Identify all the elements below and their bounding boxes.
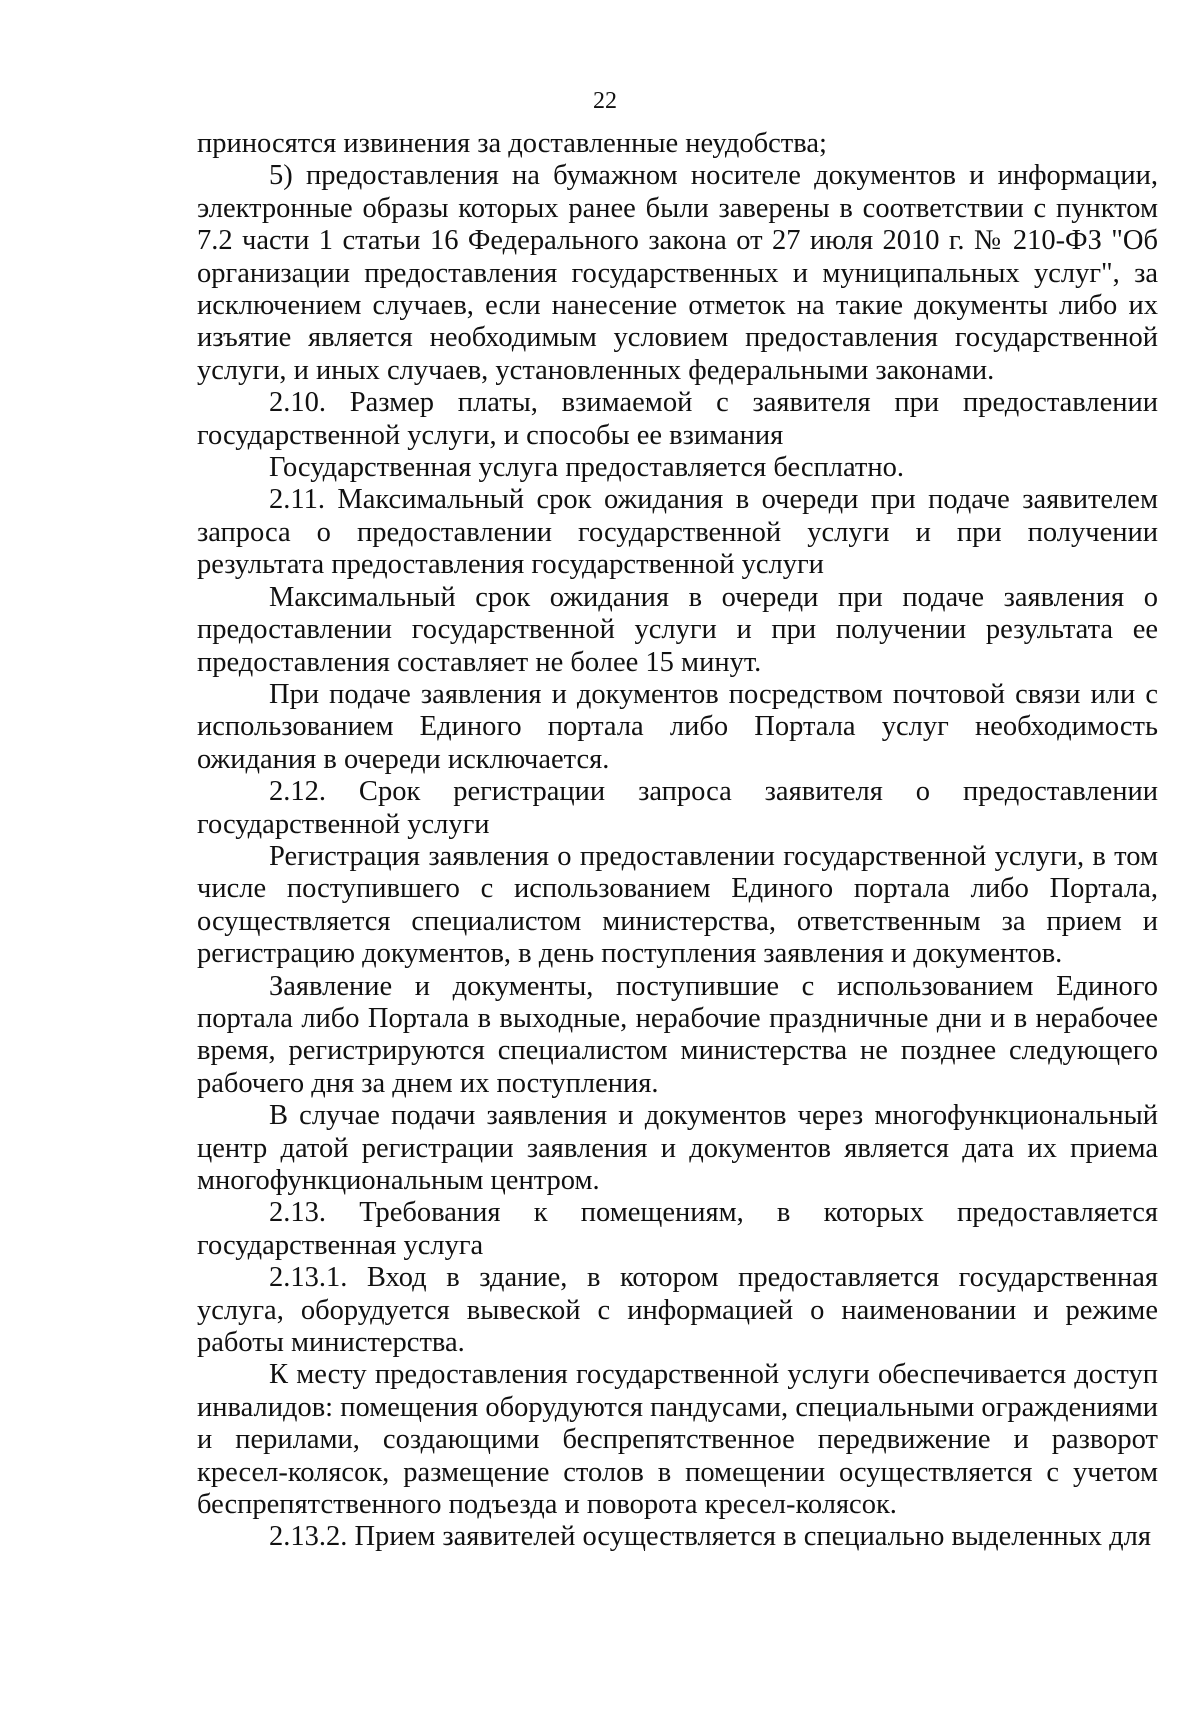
section-heading-2-13: 2.13. Требования к помещениям, в которых предоставляется государственная услуга <box>197 1197 1158 1261</box>
paragraph-item-5-paper-documents: 5) предоставления на бумажном носителе документов и информации, электронные образы которых ранее были заверены в соответствии с пунктом 7.2 части 1 статьи 16 Федерального закона от 27 июля 2010 г. № 210-ФЗ "Об организации предоставления государственных и муниципальных услуг", за исключением случаев, если нанесение отметок на такие документы либо их изъятие является необходимым условием предоставления государственной услуги, и иных случаев, установленных федеральными законами. <box>197 160 1158 386</box>
paragraph-max-waiting-time: Максимальный срок ожидания в очереди при подаче заявления о предоставлении государственной услуги и при получении результата ее предоставления составляет не более 15 минут. <box>197 581 1158 678</box>
paragraph-apology-continuation: приносятся извинения за доставленные неудобства; <box>197 128 827 159</box>
paragraph-registration-mfc: В случае подачи заявления и документов через многофункциональный центр датой регистрации заявления и документов является дата их приема многофункциональным центром. <box>197 1100 1158 1196</box>
paragraph-registration-holidays: Заявление и документы, поступившие с использованием Единого портала либо Портала в выходные, нерабочие праздничные дни и в нерабочее время, регистрируются специалистом министерства не позднее следующего рабочего дня за днем их поступления. <box>197 970 1158 1099</box>
section-heading-2-10: 2.10. Размер платы, взимаемой с заявителя при предоставлении государственной услуги, и способы ее взимания <box>197 387 1158 451</box>
paragraph-disabled-access: К месту предоставления государственной услуги обеспечивается доступ инвалидов: помещения оборудуются пандусами, специальными ограждениями и перилами, создающими беспрепятственное передвижение и разворот кресел-колясок, размещение столов в помещении осуществляется с учетом беспрепятственного подъезда и поворота кресел-колясок. <box>197 1359 1158 1521</box>
section-heading-2-12: 2.12. Срок регистрации запроса заявителя о предоставлении государственной услуги <box>197 776 1158 840</box>
paragraph-free-of-charge: Государственная услуга предоставляется бесплатно. <box>269 452 905 484</box>
paragraph-registration: Регистрация заявления о предоставлении государственной услуги, в том числе поступившего с использованием Единого портала либо Портала, осуществляется специалистом министерства, ответственным за прием и регистрацию документов, в день поступления заявления и документов. <box>197 840 1158 970</box>
paragraph-2-13-2-reception: 2.13.2. Прием заявителей осуществляется в специально выделенных для <box>269 1521 1151 1553</box>
section-heading-2-11: 2.11. Максимальный срок ожидания в очереди при подаче заявителем запроса о предоставлении государственной услуги и при получении результата предоставления государственной услуги <box>197 484 1158 581</box>
document-body <box>197 128 1158 1554</box>
paragraph-2-13-1-entrance: 2.13.1. Вход в здание, в котором предоставляется государственная услуга, оборудуется вывеской с информацией о наименовании и режиме работы министерства. <box>197 1262 1158 1359</box>
paragraph-no-queue-postal: При подаче заявления и документов посредством почтовой связи или с использованием Единого портала либо Портала услуг необходимость ожидания в очереди исключается. <box>197 678 1158 775</box>
page-number: 22 <box>593 88 617 114</box>
